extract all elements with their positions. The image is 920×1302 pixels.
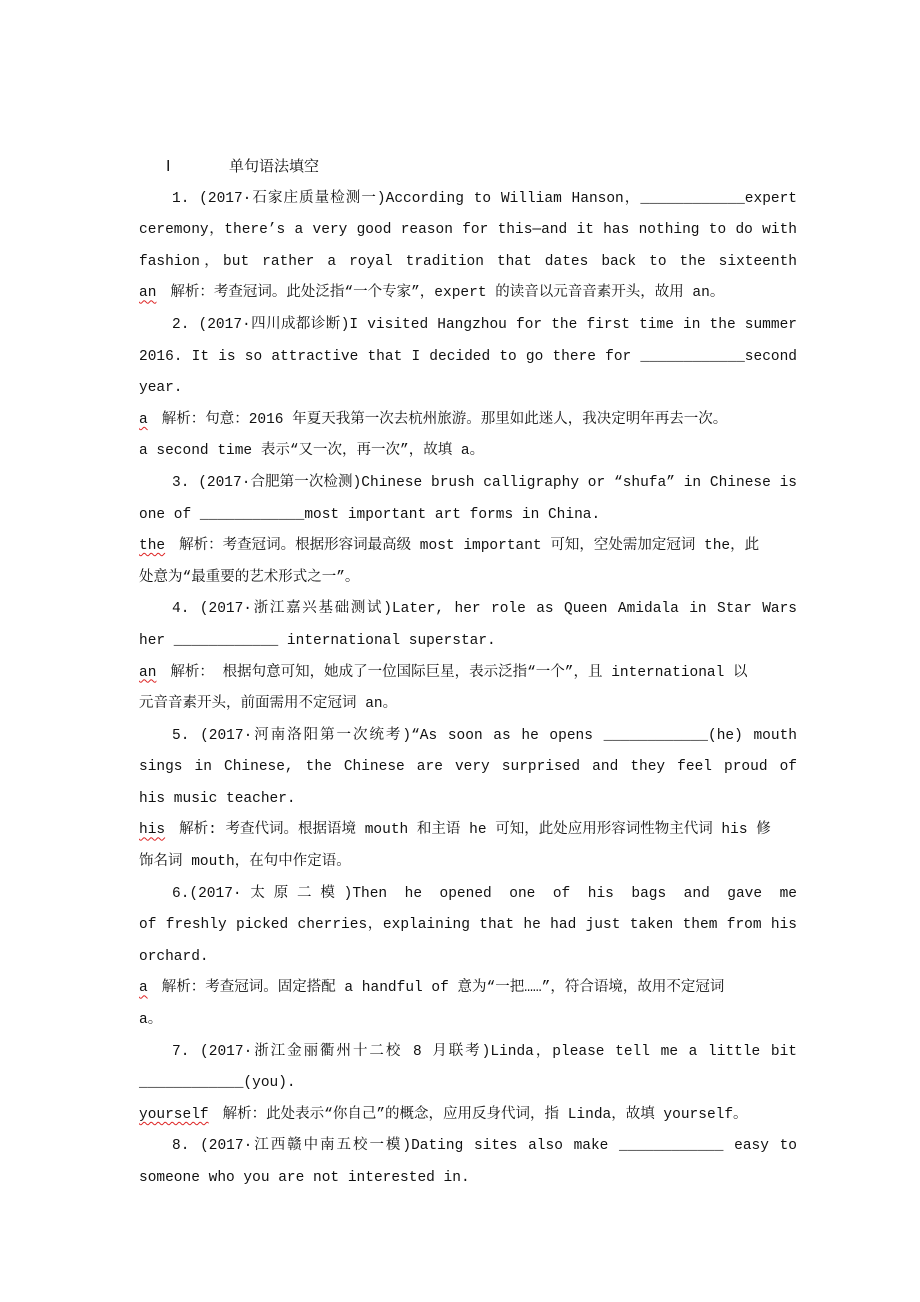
text-line xyxy=(139,752,797,784)
text-line xyxy=(139,247,797,279)
line-text: 2. (2017·四川成都诊断)I visited Hangzhou for the first time in the summer xyxy=(172,316,797,333)
text-line xyxy=(139,1068,797,1100)
line-text: sings in Chinese, the Chinese are very surprised and they feel proud of xyxy=(139,759,797,776)
line-text: one of ____________most important art forms in China. xyxy=(139,506,601,523)
line-text: 饰名词 mouth，在句中作定语。 xyxy=(139,854,351,871)
line-text: her ____________ international superstar. xyxy=(139,632,496,649)
text-line xyxy=(139,342,797,374)
answer-word: yourself xyxy=(139,1106,209,1123)
text-line xyxy=(139,689,797,721)
text-line xyxy=(139,563,797,595)
line-text: 1. (2017·石家庄质量检测一)According to William Hanson，____________expert xyxy=(172,190,797,207)
section-numeral: Ⅰ xyxy=(166,159,171,176)
text-line xyxy=(139,1163,797,1195)
line-text: 8. (2017·江西赣中南五校一模)Dating sites also make ____________ easy to xyxy=(172,1138,797,1155)
line-text: 4. (2017·浙江嘉兴基础测试)Later, her role as Queen Amidala in Star Wars xyxy=(172,601,797,618)
text-line xyxy=(139,215,797,247)
line-text: 解析：此处表示“你自己”的概念，应用反身代词，指 Linda，故填 yourself。 xyxy=(222,1106,748,1123)
line-text: 解析：句意：2016 年夏天我第一次去杭州旅游。那里如此迷人，我决定明年再去一次。 xyxy=(161,411,728,428)
answer-word: the xyxy=(139,538,166,555)
text-line xyxy=(139,626,797,658)
line-text: 解析：考查冠词。根据形容词最高级 most important 可知，空处需加定冠词 the，此 xyxy=(179,538,760,555)
line-text: of freshly picked cherries，explaining that he had just taken them from his xyxy=(139,917,797,934)
line-text: ceremony，there’s a very good reason for this—and it has nothing to do with xyxy=(139,222,797,239)
answer-word: his xyxy=(139,822,166,839)
question-line xyxy=(139,721,797,753)
line-text: 5. (2017·河南洛阳第一次统考)“As soon as he opens ____________(he) mouth xyxy=(172,727,797,744)
line-text: 6.(2017·太原二模)Then he opened one of his bags and gave me xyxy=(172,885,797,902)
section-heading xyxy=(139,152,797,184)
answer-word: a xyxy=(139,411,148,428)
line-text: year. xyxy=(139,380,183,397)
answer-line xyxy=(139,815,797,847)
question-line xyxy=(139,184,797,216)
question-line xyxy=(139,468,797,500)
document-body xyxy=(139,152,797,1195)
question-line xyxy=(139,310,797,342)
text-line xyxy=(139,784,797,816)
line-text: someone who you are not interested in. xyxy=(139,1170,470,1186)
question-line xyxy=(139,594,797,626)
answer-line xyxy=(139,278,797,310)
line-text: 解析: 考查代词。根据语境 mouth 和主语 he 可知，此处应用形容词性物主代词 his 修 xyxy=(179,822,771,839)
answer-word: an xyxy=(139,664,157,681)
question-line xyxy=(139,1037,797,1069)
line-text: 2016. It is so attractive that I decided to go there for ____________second xyxy=(139,348,797,365)
line-text: 7. (2017·浙江金丽衢州十二校 8 月联考)Linda，please tell me a little bit xyxy=(172,1043,797,1060)
line-text: fashion，but rather a royal tradition that dates back to the sixteenth xyxy=(139,253,797,270)
question-line xyxy=(139,1131,797,1163)
text-line xyxy=(139,500,797,532)
line-text: 3. (2017·合肥第一次检测)Chinese brush calligraphy or “shufa” in Chinese is xyxy=(172,474,797,491)
line-text: 解析： 根据句意可知，她成了一位国际巨星，表示泛指“一个”，且 international 以 xyxy=(170,664,748,681)
line-text: 元音音素开头，前面需用不定冠词 an。 xyxy=(139,696,398,713)
text-line xyxy=(139,373,797,405)
line-text: a。 xyxy=(139,1012,163,1029)
text-line xyxy=(139,1005,797,1037)
answer-line xyxy=(139,405,797,437)
line-text: his music teacher. xyxy=(139,790,296,807)
text-line xyxy=(139,436,797,468)
line-text: 解析：考查冠词。固定搭配 a handful of 意为“一把……”，符合语境，故用不定冠词 xyxy=(161,980,725,997)
line-text: a second time 表示“又一次，再一次”，故填 a。 xyxy=(139,443,485,460)
answer-line xyxy=(139,1100,797,1132)
text-line xyxy=(139,910,797,942)
answer-line xyxy=(139,658,797,690)
question-line xyxy=(139,879,797,911)
text-line xyxy=(139,942,797,974)
text-line xyxy=(139,847,797,879)
answer-line xyxy=(139,973,797,1005)
section-title: 单句语法填空 xyxy=(229,159,320,176)
answer-word: a xyxy=(139,980,148,997)
line-text: 处意为“最重要的艺术形式之一”。 xyxy=(139,569,360,586)
answer-word: an xyxy=(139,285,157,302)
answer-line xyxy=(139,531,797,563)
line-text: 解析：考查冠词。此处泛指“一个专家”，expert 的读音以元音音素开头，故用 an。 xyxy=(170,285,725,302)
line-text: orchard. xyxy=(139,948,209,965)
line-text: ____________(you). xyxy=(139,1075,296,1092)
